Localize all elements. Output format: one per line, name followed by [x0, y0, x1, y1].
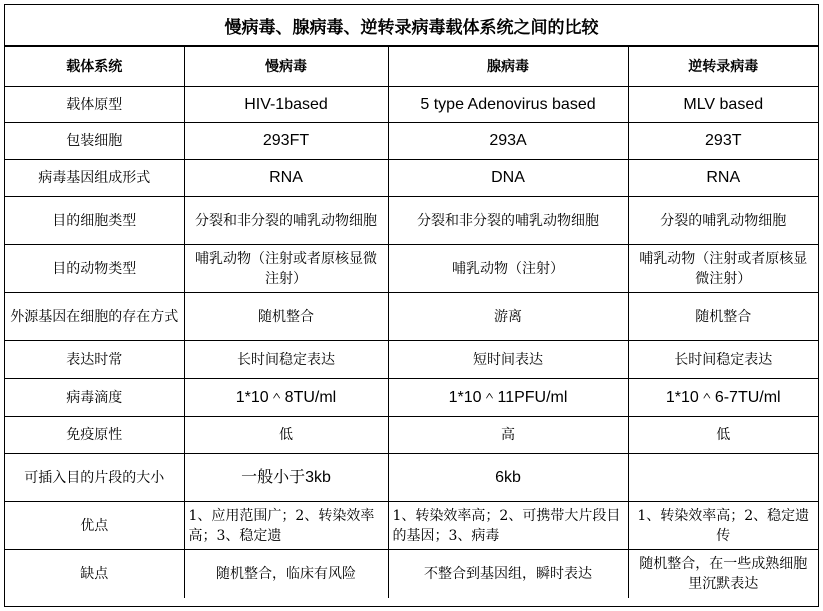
table-cell: 6kb — [388, 454, 628, 502]
table-cell: 1、应用范围广；2、转染效率高；3、稳定遗 — [184, 502, 388, 550]
table-cell: 长时间稳定表达 — [184, 341, 388, 379]
row-label: 目的细胞类型 — [5, 197, 184, 245]
table-row — [5, 454, 818, 502]
table-cell: 1*10＾11PFU/ml — [388, 379, 628, 417]
comparison-table — [5, 46, 818, 598]
table-row — [5, 502, 818, 550]
table-row — [5, 160, 818, 197]
header-lentivirus: 慢病毒 — [184, 47, 388, 87]
table-cell: 哺乳动物（注射或者原核显微注射） — [184, 245, 388, 293]
table-cell: 随机整合，临床有风险 — [184, 550, 388, 598]
table-cell: 分裂和非分裂的哺乳动物细胞 — [184, 197, 388, 245]
table-cell: MLV based — [628, 87, 818, 123]
table-cell: 短时间表达 — [388, 341, 628, 379]
table-cell: 随机整合 — [184, 293, 388, 341]
row-label: 病毒滴度 — [5, 379, 184, 417]
table-cell: 长时间稳定表达 — [628, 341, 818, 379]
header-system: 载体系统 — [5, 47, 184, 87]
row-label: 可插入目的片段的大小 — [5, 454, 184, 502]
comparison-table-sheet — [4, 4, 819, 607]
table-cell: 不整合到基因组，瞬时表达 — [388, 550, 628, 598]
row-label: 载体原型 — [5, 87, 184, 123]
table-cell: 1*10＾8TU/ml — [184, 379, 388, 417]
table-cell: 分裂的哺乳动物细胞 — [628, 197, 818, 245]
row-label: 优点 — [5, 502, 184, 550]
table-cell — [628, 454, 818, 502]
table-cell: RNA — [628, 160, 818, 197]
table-cell: 293A — [388, 123, 628, 160]
table-row — [5, 417, 818, 454]
table-cell: 1、转染效率高；2、可携带大片段目的基因；3、病毒 — [388, 502, 628, 550]
header-row — [5, 47, 818, 87]
header-retrovirus: 逆转录病毒 — [628, 47, 818, 87]
table-cell: 游离 — [388, 293, 628, 341]
table-row — [5, 87, 818, 123]
table-title: 慢病毒、腺病毒、逆转录病毒载体系统之间的比较 — [5, 5, 818, 46]
row-label: 外源基因在细胞的存在方式 — [5, 293, 184, 341]
table-row — [5, 293, 818, 341]
header-adenovirus: 腺病毒 — [388, 47, 628, 87]
table-row — [5, 197, 818, 245]
table-cell: 1、转染效率高；2、稳定遗传 — [628, 502, 818, 550]
row-label: 免疫原性 — [5, 417, 184, 454]
table-cell: 5 type Adenovirus based — [388, 87, 628, 123]
row-label: 表达时常 — [5, 341, 184, 379]
table-cell: 293FT — [184, 123, 388, 160]
table-row — [5, 550, 818, 598]
table-row — [5, 245, 818, 293]
table-cell: 低 — [184, 417, 388, 454]
table-cell: HIV-1based — [184, 87, 388, 123]
table-row — [5, 379, 818, 417]
table-cell: DNA — [388, 160, 628, 197]
table-cell: 一般小于3kb — [184, 454, 388, 502]
table-cell: 高 — [388, 417, 628, 454]
row-label: 包装细胞 — [5, 123, 184, 160]
row-label: 目的动物类型 — [5, 245, 184, 293]
table-cell: 随机整合 — [628, 293, 818, 341]
row-label: 缺点 — [5, 550, 184, 598]
table-cell: 293T — [628, 123, 818, 160]
table-cell: 分裂和非分裂的哺乳动物细胞 — [388, 197, 628, 245]
table-row — [5, 123, 818, 160]
table-cell: 低 — [628, 417, 818, 454]
row-label: 病毒基因组成形式 — [5, 160, 184, 197]
table-cell: 1*10＾6-7TU/ml — [628, 379, 818, 417]
table-cell: 随机整合，在一些成熟细胞里沉默表达 — [628, 550, 818, 598]
table-cell: 哺乳动物（注射） — [388, 245, 628, 293]
table-cell: RNA — [184, 160, 388, 197]
table-row — [5, 341, 818, 379]
table-cell: 哺乳动物（注射或者原核显微注射） — [628, 245, 818, 293]
